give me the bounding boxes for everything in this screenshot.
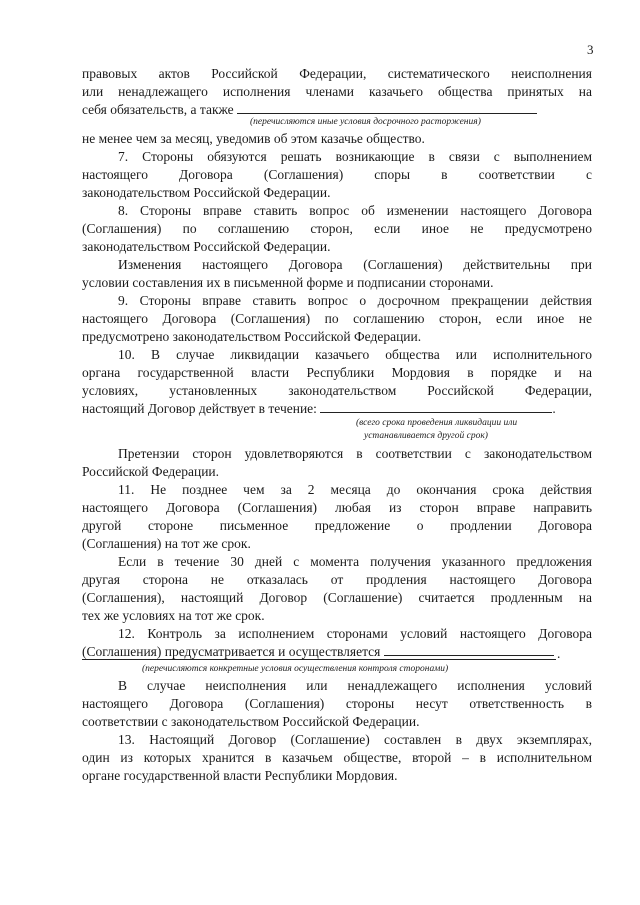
text-line: один из которых хранится в казачьем обществе, второй – в исполнительном: [82, 750, 592, 765]
field-caption: (всего срока проведения ликвидации или: [356, 418, 518, 428]
text-line: органа государственной власти Республики Мордовия в порядке и на: [82, 365, 592, 380]
text-line: условиях, установленных законодательством Российской Федерации,: [82, 383, 592, 398]
text-line: Российской Федерации.: [82, 464, 220, 479]
text-line: тех же условиях на тот же срок.: [82, 608, 265, 623]
text-line: настоящего Договора (Соглашения) любая из сторон вправе направить: [82, 500, 592, 515]
text-line: законодательством Российской Федерации.: [82, 239, 331, 254]
text-fragment: настоящий Договор действует в течение:: [82, 401, 317, 416]
text-line: Изменения настоящего Договора (Соглашения) действительны при: [118, 257, 592, 272]
text-line: (Соглашения) по соглашению сторон, если иное не предусмотрено: [82, 221, 592, 236]
paragraph-7-line: 7. Стороны обязуются решать возникающие в связи с выполнением: [118, 149, 592, 164]
text-line: правовых актов Российской Федерации, систематического неисполнения: [82, 66, 592, 81]
fill-in-blank: [384, 645, 554, 656]
field-caption: устанавливается другой срок): [364, 431, 488, 441]
text-line: настоящего Договора (Соглашения) по соглашению сторон, если иное не: [82, 311, 592, 326]
text-line: [82, 401, 592, 417]
paragraph-8-line: 8. Стороны вправе ставить вопрос об изменении настоящего Договора: [118, 203, 592, 218]
text-line: В случае неисполнения или ненадлежащего исполнения условий: [118, 678, 592, 693]
text-line: другой стороне письменное предложение о продлении Договора: [82, 518, 592, 533]
text-line: предусмотрено законодательством Российской Федерации.: [82, 329, 422, 344]
paragraph-10-line: 10. В случае ликвидации казачьего общества или исполнительного: [118, 347, 592, 362]
fill-in-line: [82, 659, 556, 660]
fill-in-blank: [237, 103, 537, 114]
text-line: настоящего Договора (Соглашения) споры в соответствии с: [82, 167, 592, 182]
paragraph-9-line: 9. Стороны вправе ставить вопрос о досрочном прекращении действия: [118, 293, 592, 308]
text-line: условии составления их в письменной форме и подписании сторонами.: [82, 275, 494, 290]
text-line: настоящего Договора (Соглашения) стороны несут ответственность в: [82, 696, 592, 711]
text-line: Претензии сторон удовлетворяются в соответствии с законодательством: [118, 446, 592, 461]
paragraph-12-line: 12. Контроль за исполнением сторонами условий настоящего Договора: [118, 626, 592, 641]
period: .: [557, 646, 561, 661]
text-fragment: (Соглашения) предусматривается и осуществляется: [82, 644, 381, 659]
text-line: или ненадлежащего исполнения членами казачьего общества принятых на: [82, 84, 592, 99]
period: .: [552, 401, 556, 416]
text-line: не менее чем за месяц, уведомив об этом казачье общество.: [82, 131, 425, 146]
field-caption: (перечисляются конкретные условия осуществления контроля сторонами): [142, 664, 449, 674]
text-fragment: себя обязательств, а также: [82, 102, 234, 117]
paragraph-11-line: 11. Не позднее чем за 2 месяца до окончания срока действия: [118, 482, 592, 497]
text-line: органе государственной власти Республики Мордовия.: [82, 768, 398, 783]
page-number: 3: [587, 42, 594, 57]
field-caption: (перечисляются иные условия досрочного расторжения): [250, 117, 481, 127]
text-line: [82, 644, 592, 660]
text-line: другая сторона не отказалась от продления настоящего Договора: [82, 572, 592, 587]
text-line: Если в течение 30 дней с момента получения указанного предложения: [118, 554, 592, 569]
paragraph-13-line: 13. Настоящий Договор (Соглашение) составлен в двух экземплярах,: [118, 732, 592, 747]
text-line: (Соглашения) на тот же срок.: [82, 536, 251, 551]
text-line: законодательством Российской Федерации.: [82, 185, 331, 200]
fill-in-blank: [320, 402, 552, 413]
text-line: (Соглашения), настоящий Договор (Соглашение) считается продленным на: [82, 590, 592, 605]
text-line: соответствии с законодательством Российской Федерации.: [82, 714, 420, 729]
